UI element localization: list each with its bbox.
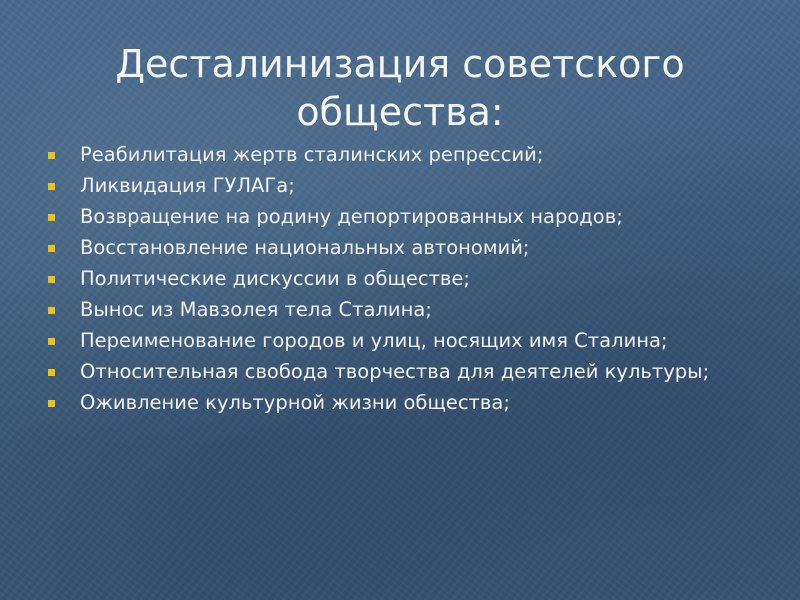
bullet-item <box>40 205 760 228</box>
square-bullet-icon <box>48 183 55 190</box>
square-bullet-icon <box>48 276 55 283</box>
bullet-item <box>40 298 760 321</box>
square-bullet-icon <box>48 307 55 314</box>
slide-title-line: общества: <box>296 90 504 134</box>
bullet-item <box>40 143 760 166</box>
slide-title <box>0 40 800 136</box>
square-bullet-icon <box>48 369 55 376</box>
slide-title-line: Десталинизация советского <box>115 42 685 86</box>
bullet-text: Переименование городов и улиц, носящих имя Сталина; <box>80 329 668 352</box>
bullet-item <box>40 236 760 259</box>
bullet-text: Ликвидация ГУЛАГа; <box>80 174 295 197</box>
square-bullet-icon <box>48 152 55 159</box>
bullet-text: Возвращение на родину депортированных народов; <box>80 205 623 228</box>
bullet-list <box>40 143 760 422</box>
square-bullet-icon <box>48 214 55 221</box>
bullet-item <box>40 174 760 197</box>
square-bullet-icon <box>48 400 55 407</box>
bullet-item <box>40 267 760 290</box>
bullet-text: Оживление культурной жизни общества; <box>80 391 510 414</box>
bullet-text: Восстановление национальных автономий; <box>80 236 530 259</box>
bullet-text: Политические дискуссии в обществе; <box>80 267 470 290</box>
square-bullet-icon <box>48 338 55 345</box>
bullet-item <box>40 329 760 352</box>
square-bullet-icon <box>48 245 55 252</box>
bullet-text: Относительная свобода творчества для деятелей культуры; <box>80 360 710 383</box>
bullet-item <box>40 360 760 383</box>
bullet-text: Вынос из Мавзолея тела Сталина; <box>80 298 432 321</box>
bullet-text: Реабилитация жертв сталинских репрессий; <box>80 143 544 166</box>
bullet-item <box>40 391 760 414</box>
